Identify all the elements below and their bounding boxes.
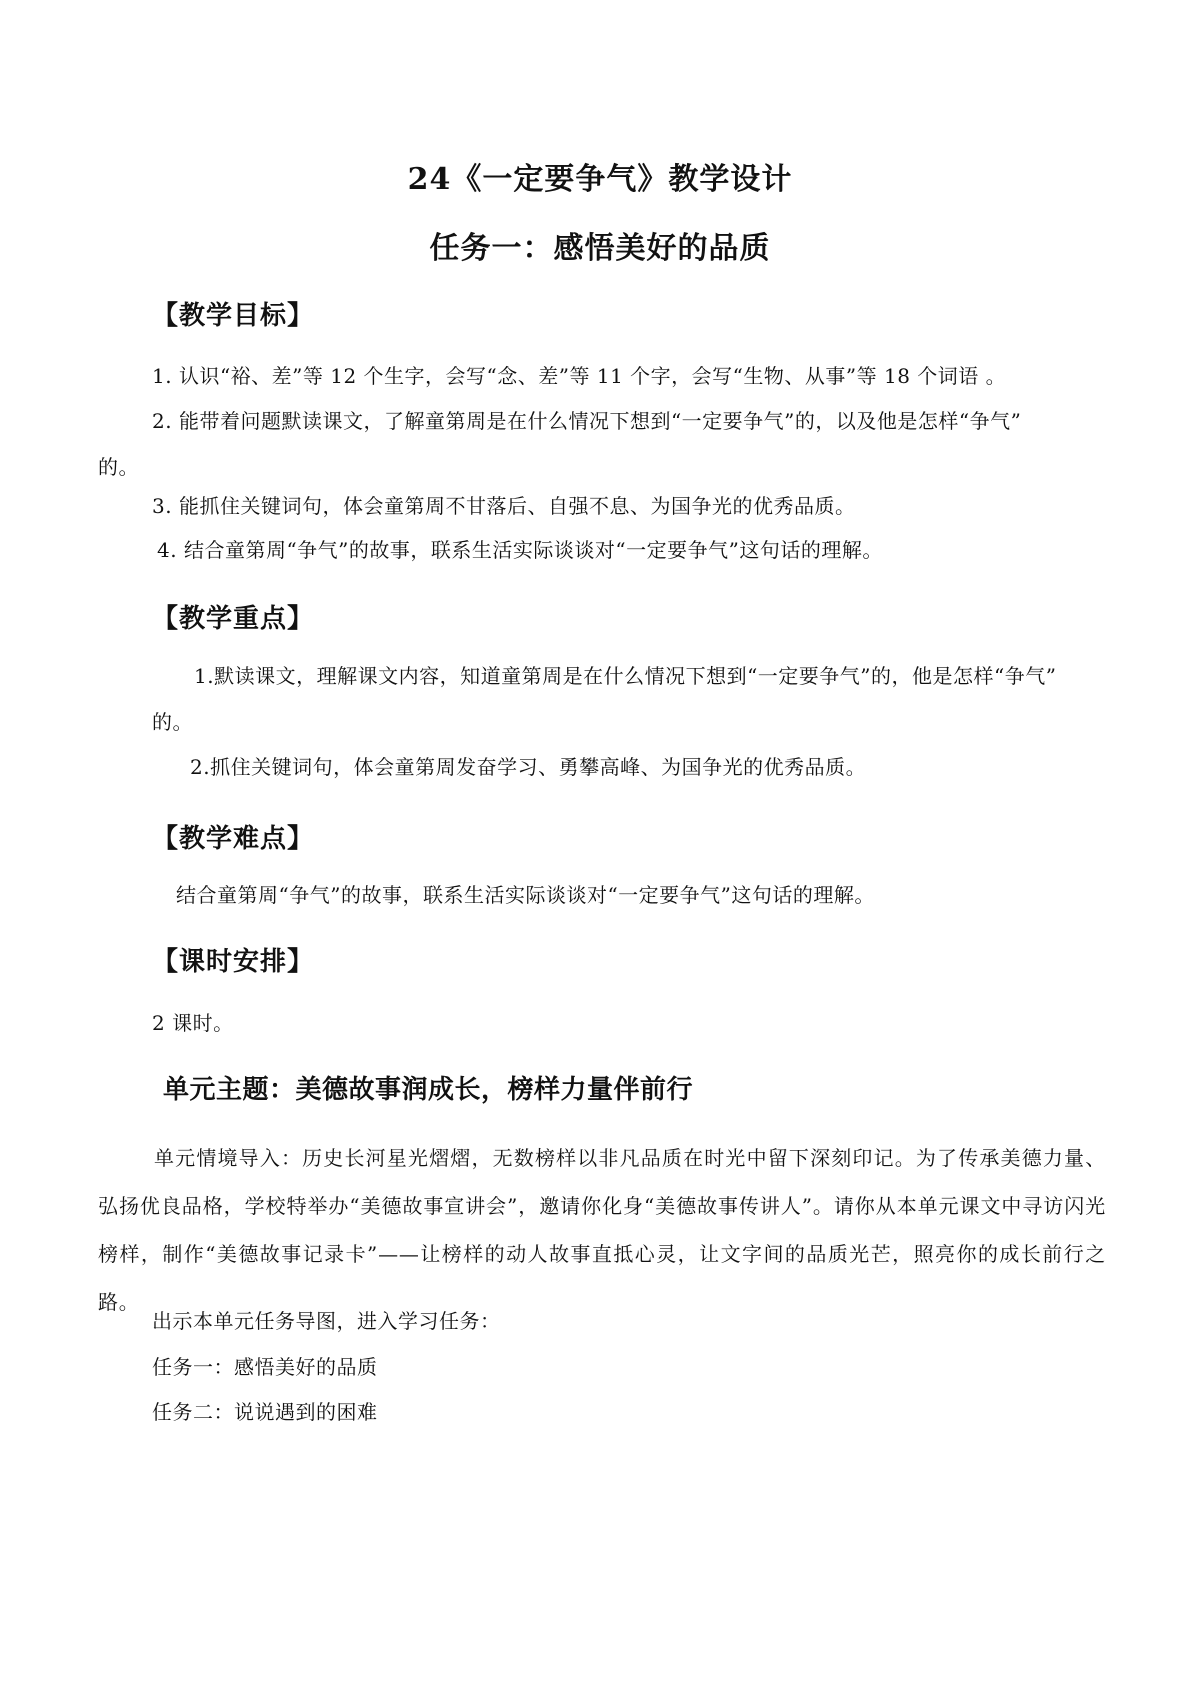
schedule-heading: 【课时安排】 [152,947,315,977]
task-list-item-2: 任务二：说说遇到的困难 [152,1400,378,1424]
key-point-item-1-cont: 的。 [152,710,193,734]
difficulties-heading: 【教学难点】 [152,824,315,854]
task-subtitle: 任务一：感悟美好的品质 [429,231,771,266]
unit-intro-paragraph: 单元情境导入：历史长河星光熠熠，无数榜样以非凡品质在时光中留下深刻印记。为了传承美德力量、弘扬优良品格，学校特举办“美德故事宣讲会”，邀请你化身“美德故事传讲人”。请你从本单元课文中寻访闪光榜样，制作“美德故事记录卡”——让榜样的动人故事直抵心灵，让文字间的品质光芒，照亮你的成长前行之路。 [98,1146,1106,1314]
difficulties-text: 结合童第周“争气”的故事，联系生活实际谈谈对“一定要争气”这句话的理解。 [176,883,875,907]
objective-item-2: 2. 能带着问题默读课文，了解童第周是在什么情况下想到“一定要争气”的，以及他是怎样“争气” [152,409,1022,433]
objective-item-4: 4. 结合童第周“争气”的故事，联系生活实际谈谈对“一定要争气”这句话的理解。 [157,538,883,562]
objective-item-1: 1. 认识“裕、差”等 12 个生字，会写“念、差”等 11 个字，会写“生物、从事”等 18 个词语 。 [152,364,1007,388]
objectives-heading: 【教学目标】 [152,301,315,331]
document-title: 24《一定要争气》教学设计 [407,162,793,197]
objective-item-2-cont: 的。 [98,455,139,479]
key-points-heading: 【教学重点】 [152,604,315,634]
schedule-text: 2 课时。 [152,1011,234,1035]
task-map-line: 出示本单元任务导图，进入学习任务： [152,1309,501,1333]
objective-item-3: 3. 能抓住关键词句，体会童第周不甘落后、自强不息、为国争光的优秀品质。 [152,494,856,518]
unit-theme-heading: 单元主题：美德故事润成长，榜样力量伴前行 [163,1075,694,1105]
key-point-item-2: 2.抓住关键词句，体会童第周发奋学习、勇攀高峰、为国争光的优秀品质。 [190,755,867,779]
key-point-item-1: 1.默读课文，理解课文内容，知道童第周是在什么情况下想到“一定要争气”的，他是怎样“争气” [194,664,1057,688]
task-list-item-1: 任务一：感悟美好的品质 [152,1355,378,1379]
